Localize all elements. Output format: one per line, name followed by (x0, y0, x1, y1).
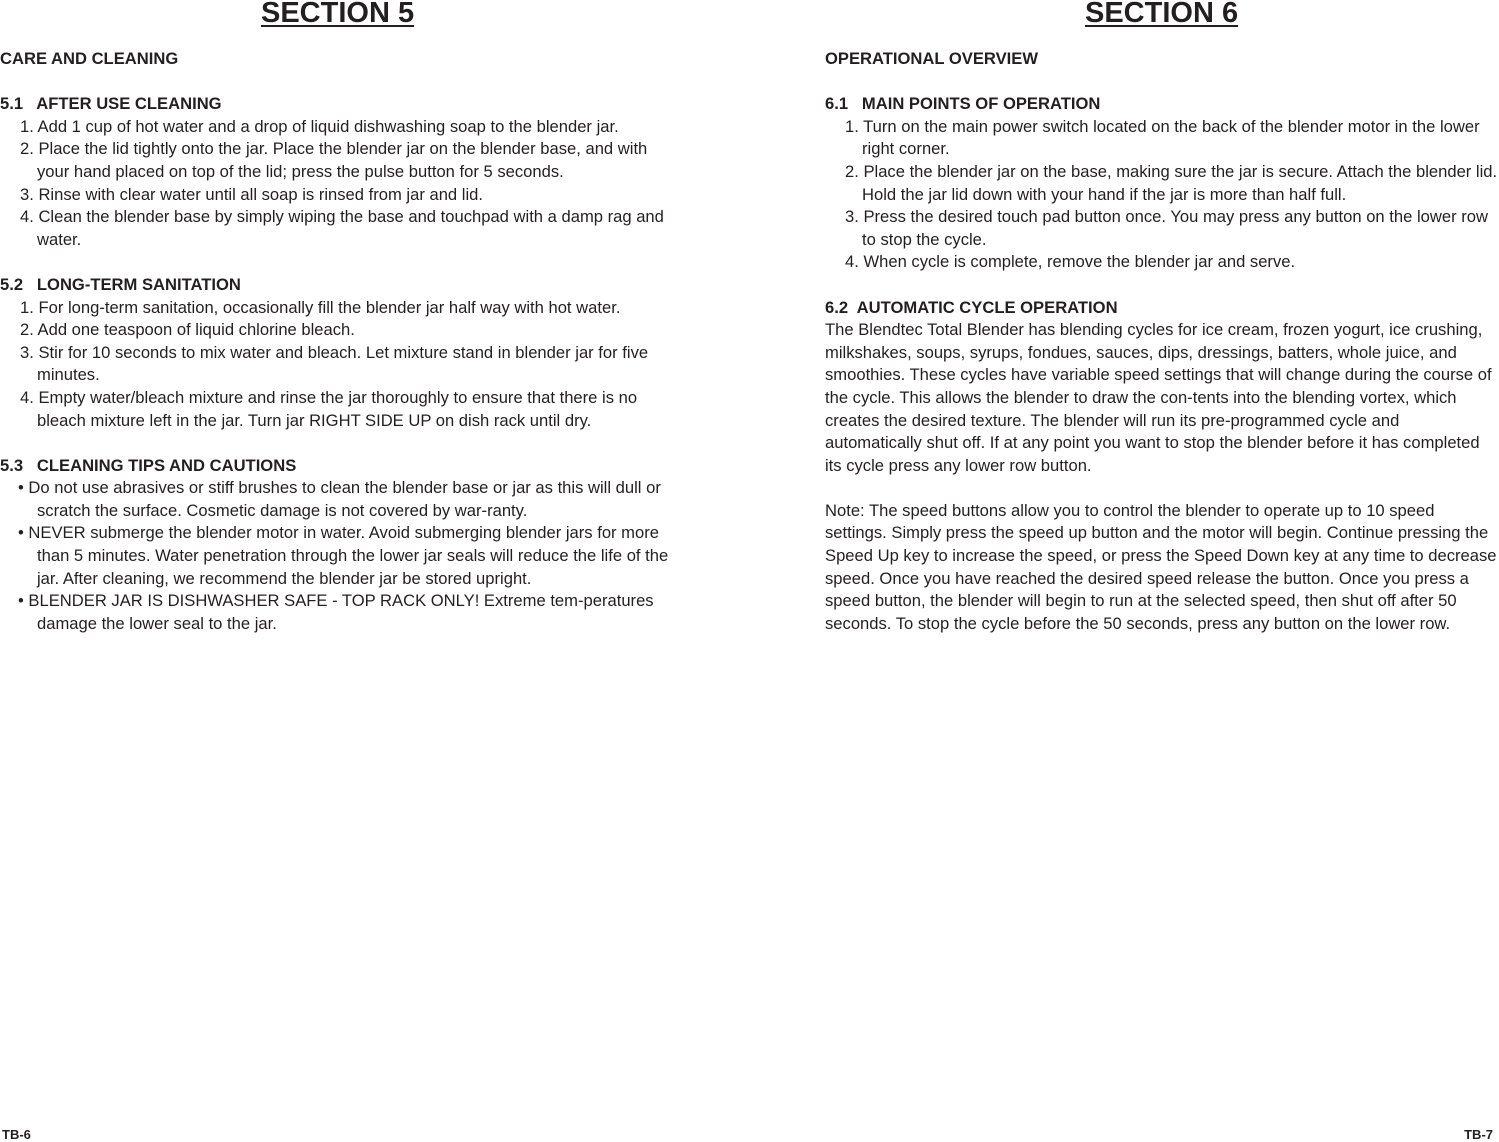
spacer (825, 477, 1499, 500)
speed-note-paragraph: Note: The speed buttons allow you to control the blender to operate up to 10 speed settings. Simply press the speed up button and the motor will begin. Continue pressing the Speed Up key to increase the speed, or press the Speed Down key at any time to decrease speed. Once you have reached the desired speed release the button. Once you press a speed button, the blender will begin to run at the selected speed, then shut off after 50 seconds. To stop the cycle before the 50 seconds, press any button on the lower row. (825, 500, 1497, 633)
list-item: 2. Place the blender jar on the base, making sure the jar is secure. Attach the blender lid. Hold the jar lid down with your hand if the jar is more than half full. (845, 161, 1498, 204)
section-6-title: SECTION 6 (1085, 0, 1239, 29)
list-item: 3. Rinse with clear water until all soap is rinsed from jar and lid. (20, 184, 483, 204)
long-term-sanitation-heading: 5.2 LONG-TERM SANITATION (0, 274, 241, 294)
spacer (0, 432, 680, 455)
care-and-cleaning-heading: CARE AND CLEANING (0, 49, 179, 68)
list-item: 4. When cycle is complete, remove the blender jar and serve. (845, 252, 1296, 272)
list-item: 4. Clean the blender base by simply wiping the base and touchpad with a damp rag and water. (20, 207, 664, 249)
list-item: 1. Turn on the main power switch located on the back of the blender motor in the lower right corner. (845, 116, 1480, 159)
page-number-right: TB-7 (1464, 1127, 1493, 1142)
cleaning-tips-heading: 5.3 CLEANING TIPS AND CAUTIONS (0, 455, 297, 475)
list-item: 1. Add 1 cup of hot water and a drop of liquid dishwashing soap to the blender jar. (20, 116, 619, 136)
main-points-heading: 6.1 MAIN POINTS OF OPERATION (825, 94, 1101, 114)
spacer (0, 71, 680, 94)
page-number-left: TB-6 (2, 1127, 31, 1142)
list-item: 3. Press the desired touch pad button once. You may press any button on the lower row to stop the cycle. (845, 207, 1488, 249)
list-item: 2. Add one teaspoon of liquid chlorine bleach. (20, 320, 355, 340)
section-6-body (825, 48, 1499, 635)
bullet-item: • NEVER submerge the blender motor in water. Avoid submerging blender jars for more than 5 minutes. Water penetration through the lower jar seals will reduce the life of the jar. After cleaning, we recommend the blender jar be stored upright. (18, 523, 669, 588)
bullet-item: • BLENDER JAR IS DISHWASHER SAFE - TOP RACK ONLY! Extreme tem-peratures damage the lower seal to the jar. (18, 591, 654, 633)
list-item: 4. Empty water/bleach mixture and rinse the jar thoroughly to ensure that there is no bleach mixture left in the jar. Turn jar RIGHT SIDE UP on dish rack until dry. (20, 387, 638, 430)
operational-overview-heading: OPERATIONAL OVERVIEW (825, 49, 1038, 68)
after-use-cleaning-heading: 5.1 AFTER USE CLEANING (0, 94, 222, 114)
list-item: 1. For long-term sanitation, occasionally fill the blender jar half way with hot water. (20, 297, 621, 317)
list-item: 2. Place the lid tightly onto the jar. Place the blender jar on the blender base, and with your hand placed on top of the lid; press the pulse button for 5 seconds. (20, 139, 648, 181)
section-5-body (0, 48, 680, 635)
spacer (0, 251, 680, 274)
spacer (825, 274, 1499, 297)
automatic-cycle-paragraph: The Blendtec Total Blender has blending cycles for ice cream, frozen yogurt, ice crushing, milkshakes, soups, syrups, fondues, sauces, dips, dressings, batters, whole juice, and smoothies. These cycles have variable speed settings that will change during the course of the cycle. This allows the blender to draw the con-tents into the blending vortex, which creates the desired texture. The blender will run its pre-programmed cycle and automatically shut off. If at any point you want to stop the blender before it has completed its cycle press any lower row button. (825, 320, 1492, 475)
bullet-item: • Do not use abrasives or stiff brushes to clean the blender base or jar as this will dull or scratch the surface. Cosmetic damage is not covered by war-ranty. (18, 478, 661, 520)
section-5-title: SECTION 5 (261, 0, 415, 29)
list-item: 3. Stir for 10 seconds to mix water and bleach. Let mixture stand in blender jar for five minutes. (20, 342, 649, 385)
spacer (825, 71, 1499, 94)
automatic-cycle-heading: 6.2 AUTOMATIC CYCLE OPERATION (825, 297, 1118, 317)
